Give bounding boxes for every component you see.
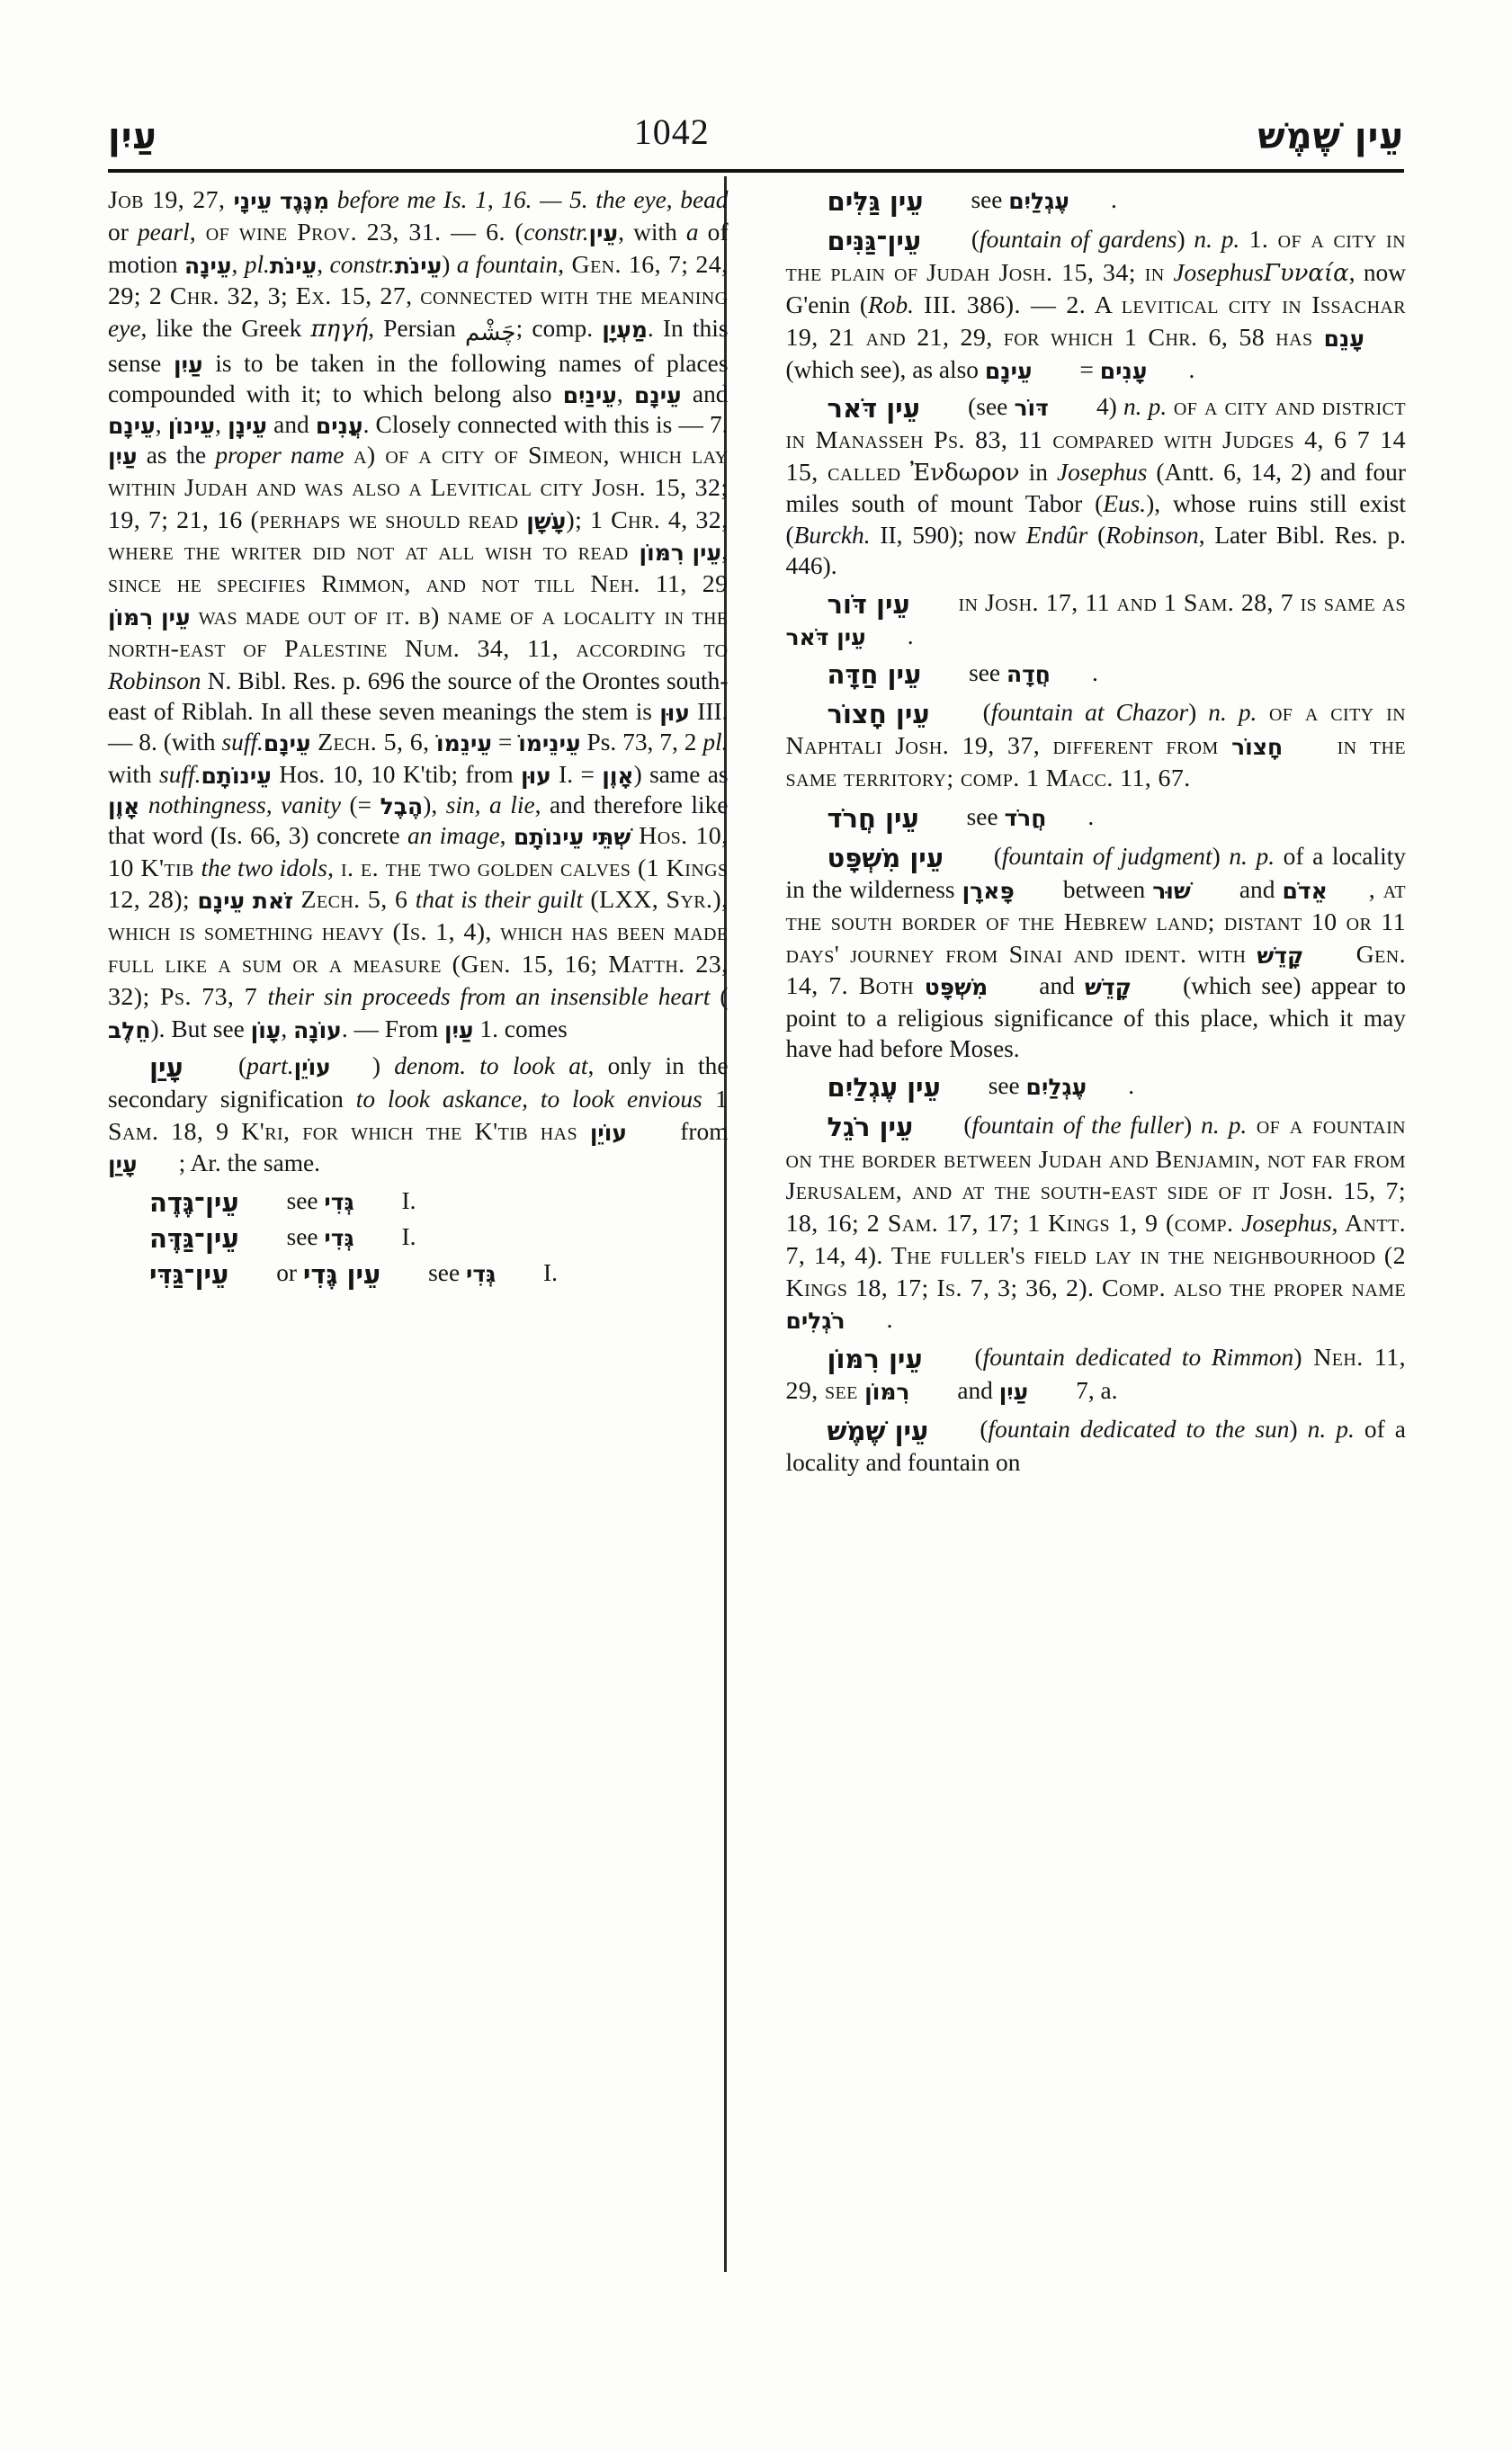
- see-label-6: see: [981, 1072, 1026, 1100]
- hebrew-ayin-2: עַיִן: [174, 351, 203, 378]
- period-5: .: [1087, 802, 1095, 830]
- text-chr-4-32: ); 1 Chr. 4, 32, where the writer did not at all wish to read: [108, 505, 729, 567]
- text-but-see: ). But see: [150, 1015, 251, 1042]
- entry-en-chaddah: [786, 657, 1407, 691]
- paren-close: ): [1176, 226, 1194, 254]
- entry-en-rimmon: [786, 1342, 1407, 1408]
- paren-open-6: (: [954, 1112, 972, 1140]
- hebrew-ayin-4: עַיִן: [443, 1016, 474, 1043]
- ref-ps-73-7: Ps. 73, 7, 2: [580, 728, 703, 756]
- text-manasseh-judges: of a city and district in Manasseh Ps. 83, 11 compared with Judges 4, 6 7 14 15, called: [785, 392, 1406, 487]
- conj-or-2: or: [270, 1258, 303, 1286]
- gloss-nothingness-vanity: nothingness, vanity: [148, 791, 342, 818]
- text-vol: II, 590); now: [870, 521, 1026, 549]
- hebrew-aven-2: אָוֶן: [108, 792, 140, 819]
- label-constr-2: constr.: [329, 250, 395, 278]
- hebrew-enam-2: עֵינָם: [108, 412, 156, 439]
- hebrew-enot-constr: עֵינֹת: [394, 252, 443, 279]
- paren-close-2: ): [371, 1051, 395, 1079]
- entry-en-gaddi-3: [108, 1257, 729, 1291]
- crossref-gedi-1: גְּדִי: [324, 1188, 354, 1215]
- punct-4: ,: [616, 380, 634, 407]
- text-a: a: [685, 218, 699, 246]
- text-7-a: 7, a.: [1069, 1376, 1118, 1404]
- hebrew-onah: עוֹנָה: [293, 1016, 342, 1043]
- text-with: , with: [618, 218, 686, 246]
- hebrew-shte-enotam: שְׁתֵּי עֵינוֹתָם: [513, 823, 631, 850]
- headword-en-charod: עֵין חֲרֹד: [827, 802, 919, 834]
- text-plain-of-judah: 1. of a city in the plain of Judah Josh. 15, 34; in: [785, 226, 1406, 288]
- paren-open-2: (: [224, 1051, 247, 1079]
- conj-or: or: [108, 218, 138, 246]
- hebrew-oyen-2: עוֹיֵן: [589, 1119, 627, 1146]
- text-south-border: , at the south border of the Hebrew land; distant 10 or 11 days' journey from Sinai and ident. with: [785, 875, 1406, 969]
- gloss-fountain-of-the-fuller: fountain of the fuller: [971, 1112, 1184, 1140]
- hebrew-enam: עֵינָם: [633, 381, 682, 408]
- text-like-greek: , like the Greek: [140, 315, 311, 343]
- text-secondary-signification: , only in the secondary signification: [108, 1051, 729, 1113]
- conj-and-5: and: [951, 1376, 999, 1404]
- crossref-paran: פָּארָן: [962, 877, 1015, 904]
- gloss-fountain-of-judgment: fountain of judgment: [1001, 842, 1212, 870]
- period-4: .: [1092, 658, 1098, 686]
- text-orontes-riblah: N. Bibl. Res. p. 696 the source of the Orontes south-east of Riblah. In all these seven meanings the stem is: [108, 666, 729, 725]
- hebrew-oyen: עוֹיֵן: [293, 1053, 331, 1080]
- entry-en-chatzor: [786, 697, 1407, 795]
- headword-en-gedah-1: עֵין־גֶּדֶה: [149, 1186, 239, 1218]
- hebrew-enayim: עֵינַיִם: [562, 381, 617, 408]
- text-from-2: from: [668, 1117, 729, 1145]
- gloss-two-idols: the two idols: [201, 854, 327, 881]
- headword-en-gaddi-3: עֵין־גַּדִּי: [149, 1258, 229, 1290]
- text-1-comes: 1. comes: [473, 1015, 568, 1042]
- equals-2: I. =: [550, 760, 603, 788]
- paren-open-5: (: [985, 842, 1002, 870]
- text-tabor: (Antt. 6, 14, 2) and four miles south of mount Tabor (: [785, 458, 1406, 518]
- gloss-before-me: before me Is. 1, 16. — 5.: [329, 186, 596, 213]
- see-label-3: see: [422, 1258, 466, 1286]
- hebrew-enan: עֵינָן: [228, 412, 268, 439]
- period-2: .: [1188, 355, 1195, 383]
- roman-1: I.: [395, 1186, 416, 1214]
- label-np-3: n. p.: [1208, 699, 1257, 727]
- gloss-fountain-dedicated-rimmon: fountain dedicated to Rimmon: [982, 1343, 1294, 1371]
- text-naphtali: of a city in Naphtali Josh. 19, 37, different from: [785, 699, 1406, 761]
- author-robinson: Robinson: [108, 666, 201, 694]
- headword-en-dor-alt: עֵין דֹּאר: [827, 392, 920, 424]
- paren-close-4: ): [1188, 699, 1209, 727]
- ref-hos-ktib: Hos. 10, 10 K'tib; from: [271, 760, 521, 788]
- see-label-5: see: [960, 802, 1005, 830]
- text-lxx-syr: (LXX, Syr.), which is something heavy (Is. 1, 4), which has been made full like a sum or a measure (Gen. 15, 16; Matth. 23, 32); Ps. 73, 7: [108, 886, 729, 1011]
- text-between: between: [1055, 875, 1153, 903]
- crossref-rimmon: רִמּוֹן: [864, 1378, 910, 1405]
- ref-zech-5-6: Zech. 5, 6: [293, 886, 416, 915]
- roman-3: I.: [537, 1258, 559, 1286]
- label-pl-2: pl.: [702, 728, 729, 756]
- conj-and-4: and: [1029, 972, 1085, 1000]
- punct-1: ,: [231, 250, 245, 278]
- see-label-1: see: [280, 1186, 325, 1214]
- crossref-chatzor: חָצוֹר: [1231, 734, 1284, 761]
- text-neh-see: ) Neh. 11, 29, see: [785, 1343, 1406, 1405]
- gloss-an-image: an image: [407, 821, 500, 849]
- text-now-genin: , now G'enin (: [785, 259, 1406, 318]
- punct-3: ): [442, 250, 457, 278]
- entry-en-dor: [786, 587, 1407, 651]
- paren-open-4: (: [971, 699, 991, 727]
- text-with-suff: III. — 8. (with: [108, 697, 729, 756]
- gloss-sin-a-lie: sin, a lie: [445, 791, 535, 818]
- text-later-bibl-res: , Later Bibl. Res. p. 446).: [785, 521, 1406, 579]
- hebrew-enemo-2: עֵינֵימוֹ: [518, 729, 581, 756]
- label-np-4: n. p.: [1229, 842, 1275, 870]
- running-head-left-hebrew: עַיִן: [108, 116, 158, 157]
- entry-en-rogel: [786, 1110, 1407, 1335]
- hebrew-en-rimmon-2: עֵין רִמּוֹן: [108, 604, 191, 630]
- entry-en-eglayim: [786, 1070, 1407, 1104]
- crossref-gedi-3: גְּדִי: [465, 1260, 497, 1287]
- equals: =: [1073, 355, 1100, 383]
- ref-job: Job 19, 27,: [108, 186, 234, 214]
- label-np-5: n. p.: [1201, 1112, 1248, 1140]
- crossref-anim: עָנִים: [1099, 357, 1148, 384]
- headword-en-gallim: עֵין גַּלִּים: [827, 186, 924, 217]
- see-label-4: see: [962, 658, 1007, 686]
- gloss-the-eye-bead: the eye, bead: [595, 186, 729, 213]
- period-7: .: [886, 1306, 893, 1334]
- crossref-eglayim: עֶגְלַיִם: [1008, 188, 1069, 214]
- crossref-eglayim-2: עֶגְלַיִם: [1025, 1074, 1087, 1101]
- hebrew-ayin-3: עַיִן: [108, 443, 138, 469]
- crossref-mishpat: מִשְׁפָּט: [924, 974, 989, 1001]
- headword-en-chatzor: עֵין חָצוֹר: [827, 699, 930, 730]
- crossref-ayin: עַיִן: [998, 1378, 1029, 1405]
- paren-close-6: ): [1183, 1112, 1202, 1140]
- label-pl: pl.: [244, 250, 270, 278]
- label-np-2: n. p.: [1123, 392, 1168, 420]
- paren-open: (: [710, 982, 729, 1010]
- text-of-motion: of motion: [108, 218, 729, 278]
- greek-pege: πηγή: [310, 316, 369, 344]
- gloss-their-guilt: that is their guilt: [415, 886, 584, 914]
- greek-endoron: Ἐνδωρον: [910, 459, 1020, 487]
- period: .: [1110, 186, 1117, 213]
- paren-open-3: (: [1087, 521, 1106, 549]
- author-rob: Rob.: [868, 291, 915, 318]
- gloss-pearl: pearl: [137, 218, 190, 246]
- header-rule: [108, 169, 1404, 173]
- headword-en-rimmon: עֵין רִמּוֹן: [827, 1343, 923, 1374]
- headword-en-shemesh: עֵין שֶׁמֶשׁ: [827, 1415, 929, 1446]
- equals-1: =: [491, 728, 519, 756]
- ref-zech: Zech. 5, 6,: [310, 728, 436, 756]
- hebrew-enemo: עֵינֵמוֹ: [435, 729, 492, 756]
- paren-close-8: ): [1289, 1415, 1308, 1443]
- gloss-fountain-dedicated-sun: fountain dedicated to the sun: [988, 1415, 1290, 1443]
- text-religious-significance: (which see) appear to point to a religious significance of this place, which it may have had before Moses.: [785, 972, 1406, 1063]
- crossref-kadesh-2: קָדֵשׁ: [1084, 974, 1132, 1001]
- placename-endur: Endûr: [1025, 521, 1088, 549]
- ref-1-sam-18-9: 1 Sam. 18, 9 K'ri, for which the K'tib has: [108, 1085, 729, 1146]
- punct-8: ,: [499, 821, 514, 849]
- gloss-fountain-at-chazor: fountain at Chazor: [990, 699, 1189, 727]
- entry-en-gannim: [786, 224, 1407, 385]
- text-fullers-field: , Antt. 7, 14, 4). The fuller's field lay in the neighbourhood (2 Kings 18, 17; Is. 7, 3; 36, 2). Comp. also the proper name: [785, 1210, 1407, 1302]
- headword-en-gedi-3b: עֵין גֶּדִי: [302, 1258, 381, 1290]
- hebrew-mineged-enai: מִנֶּגֶד עֵינָי: [233, 188, 330, 214]
- text-ruins: ), whose ruins still exist (: [785, 490, 1406, 549]
- entry-en-gaddah-2: [108, 1221, 729, 1255]
- ref-gen-14-7: Gen. 14, 7. Both: [785, 940, 1406, 1001]
- entry-en-gallim: [786, 184, 1407, 218]
- text-wilderness: of a locality in the wilderness: [785, 842, 1406, 903]
- entry-ayin-continuation: [108, 184, 729, 1044]
- roman-2: I.: [395, 1222, 416, 1250]
- punct-9: ,: [281, 1015, 294, 1042]
- hebrew-un-1: עוּן: [520, 762, 551, 789]
- column-container: [108, 184, 1406, 1478]
- author-josephus-2: Josephus: [1056, 458, 1148, 486]
- entry-en-shemesh: [786, 1414, 1407, 1478]
- headword-en-dor: עֵין דֹּור: [827, 588, 910, 620]
- hebrew-zot-enam: זֹאת עֵינָם: [197, 888, 294, 915]
- text-locality-fountain: of a locality and fountain on: [785, 1415, 1406, 1476]
- ref-hos-10-10: Hos. 10, 10 K'tib: [108, 821, 729, 882]
- label-np-6: n. p.: [1307, 1415, 1355, 1443]
- gloss-look-askance: to look askance, to look envious: [355, 1085, 702, 1113]
- label-suff-2: suff.: [159, 760, 201, 788]
- crossref-kadesh: קָדֵשׁ: [1257, 942, 1304, 969]
- ref-prov: , of wine Prov. 23, 31. — 6. (: [189, 218, 524, 246]
- hebrew-enotam: עֵינוֹתָם: [201, 762, 272, 789]
- hebrew-enot: עֵינֹת: [269, 252, 318, 279]
- text-as-the: as the: [137, 441, 216, 469]
- punct-2: ,: [317, 250, 330, 278]
- text-in-this-sense: . In this sense: [108, 315, 729, 377]
- headword-en-rogel: עֵין רֹגֵל: [827, 1112, 914, 1143]
- hebrew-maayan: מַעְיָן: [602, 317, 648, 344]
- entry-en-gedah-1: [108, 1185, 729, 1219]
- headword-en-chaddah: עֵין חַדָּה: [827, 658, 922, 690]
- label-proper-name: proper name: [215, 441, 344, 469]
- entry-en-mishpat: [786, 841, 1407, 1065]
- see-label-2: see: [280, 1222, 325, 1250]
- crossref-roglim: רֹגְלִים: [785, 1308, 845, 1335]
- hebrew-hevel: הֶבֶל: [380, 792, 424, 819]
- author-robinson-2: Robinson: [1105, 521, 1199, 549]
- crossref-enam: עֵינָם: [984, 357, 1033, 384]
- right-column: [752, 184, 1407, 1478]
- text-ar-the-same: ; Ar. the same.: [178, 1149, 321, 1177]
- page-number: 1042: [633, 112, 710, 152]
- paren-open: (: [962, 226, 980, 254]
- paren-open-8: (: [970, 1415, 989, 1443]
- gloss-denom-to-look-at: denom. to look at: [394, 1051, 588, 1079]
- headword-en-eglayim: עֵין עֶגְלַיִם: [827, 1072, 941, 1104]
- hebrew-anim: עֲנִים: [315, 412, 363, 439]
- space-1: [139, 791, 148, 818]
- hebrew-enah: עֵינָה: [184, 252, 232, 279]
- author-josephus: Josephus: [1173, 259, 1264, 287]
- punct-7: ),: [423, 791, 446, 818]
- greek-gunaia: Γυναία: [1263, 260, 1349, 288]
- text-golden-calves: , i. e. the two golden calves (1 Kings 12, 28);: [108, 854, 729, 915]
- arabic-chashm: چَشْم: [465, 319, 516, 347]
- hebrew-ayan: עָיַן: [108, 1151, 138, 1178]
- label-constr: constr.: [523, 218, 589, 246]
- text-following-names: is to be taken in the following names of places compounded with it; to which belong also: [108, 349, 729, 407]
- hebrew-enon: עֵינוֹן: [167, 412, 216, 439]
- refs-gen-chr-ex: , Gen. 16, 7; 24, 29; 2 Chr. 32, 3; Ex. 15, 27, connected with the meaning: [108, 250, 729, 311]
- conj-and-3: and: [1231, 875, 1283, 903]
- text-in: in: [1019, 458, 1057, 486]
- text-from: . — From: [341, 1015, 444, 1042]
- text-macc: in the same territory; comp. 1 Macc. 11, 67.: [785, 732, 1406, 792]
- crossref-shur: שׁוּר: [1152, 877, 1191, 904]
- entry-ayen-denominative: [108, 1051, 729, 1179]
- gloss-fountain-of-gardens: fountain of gardens: [980, 226, 1177, 254]
- paren-close-5: ): [1212, 842, 1230, 870]
- text-levitical-issachar: III. 386). — 2. A levitical city in Issachar 19, 21 and 21, 29, for which 1 Chr. 6, 58 has: [785, 291, 1406, 352]
- crossref-edom: אֵדֹם: [1282, 877, 1328, 904]
- text-comp: ; comp.: [515, 315, 603, 343]
- entry-en-charod: [786, 801, 1407, 835]
- text-locality-palestine: was made out of it. b) name of a locality in the north-east of Palestine Num. 34, 11, according to: [108, 602, 729, 663]
- crossref-charod: חֲרֹד: [1004, 804, 1047, 831]
- headword-ayen: עָיַן: [149, 1051, 183, 1083]
- label-part: part.: [246, 1051, 294, 1079]
- see-close: 4): [1089, 392, 1123, 420]
- text-city-of-simeon: a) of a city of Simeon, which lay within Judah and was also a Levitical city Josh. 15, 32; 19, 7; 21, 16 (perhaps we should read: [108, 441, 729, 534]
- hebrew-ashan: עָשָׁן: [526, 507, 567, 534]
- label-np: n. p.: [1194, 226, 1240, 254]
- author-josephus-3: Josephus: [1241, 1210, 1332, 1238]
- conj-and-2: and: [267, 410, 316, 438]
- gloss-eye: eye: [108, 315, 141, 343]
- punct-5: ,: [155, 410, 168, 438]
- left-column: [108, 184, 752, 1478]
- label-suff-1: suff.: [221, 728, 264, 756]
- text-with-2: with: [108, 760, 160, 788]
- crossref-chadah: חֲדָה: [1006, 660, 1051, 687]
- hebrew-en-constr: עֵין: [588, 219, 619, 246]
- hebrew-chelev: חֵלֶב: [108, 1016, 151, 1043]
- hebrew-en-rimmon: עֵין רִמּוֹן: [639, 540, 722, 567]
- text-persian: , Persian: [368, 315, 466, 343]
- author-burckh: Burckh.: [793, 521, 871, 549]
- crossref-anem: עָנֵם: [1323, 325, 1364, 352]
- headword-en-mishpat: עֵין מִשְׁפָּט: [827, 842, 944, 873]
- crossref-dor: דּוֹר: [1014, 394, 1049, 421]
- equals-3: (=: [341, 791, 380, 818]
- gloss-a-fountain: a fountain: [456, 250, 559, 278]
- hebrew-avon: עָוֹן: [250, 1016, 282, 1043]
- punct-6: ,: [215, 410, 228, 438]
- hebrew-aven: אָוֶן: [602, 762, 634, 789]
- headword-en-gaddah-2: עֵין־גַּדֶּה: [149, 1222, 239, 1254]
- entry-en-dor-alt: [786, 391, 1407, 581]
- headword-en-gannim: עֵין־גַּנִּים: [827, 226, 922, 257]
- hebrew-un-3: עוּן: [659, 699, 691, 726]
- text-same-as: ) same as: [633, 760, 729, 788]
- gloss-their-sin: their sin proceeds from an insensible heart: [267, 982, 711, 1010]
- crossref-en-dor-alt: עֵין דֹּאר: [785, 623, 866, 650]
- see-label: see: [964, 186, 1009, 213]
- conj-and-1: and: [681, 380, 729, 407]
- period-3: .: [907, 621, 914, 649]
- crossref-gedi-2: גְּדִי: [324, 1224, 354, 1251]
- text-concrete: , and therefore like that word (Is. 66, 3) concrete: [108, 791, 729, 849]
- paren-open-7: (: [963, 1343, 983, 1371]
- text-closely-connected: . Closely connected with this is — 7.: [362, 410, 729, 438]
- running-head: [108, 97, 1404, 155]
- see-open: (see: [961, 392, 1015, 420]
- text-josh-sam: in Josh. 17, 11 and 1 Sam. 28, 7 is same as: [951, 588, 1406, 617]
- running-head-right-hebrew: עֵין שֶׁמֶשׁ: [1257, 116, 1404, 157]
- author-eus: Eus.: [1103, 490, 1147, 518]
- text-neh-11-29: , since he specifies Rimmon, and not till Neh. 11, 29: [108, 538, 729, 599]
- hebrew-enam-suff: עֵינָם: [263, 729, 311, 756]
- text-which-see: (which see), as also: [785, 355, 985, 383]
- period-6: .: [1128, 1072, 1135, 1100]
- text-judah-benjamin: of a fountain on the border between Judah and Benjamin, not far from Jerusalem, and at the south-east side of it Josh. 15, 7; 18, 16; 2 Sam. 17, 17; 1 Kings 1, 9 (comp.: [785, 1112, 1406, 1238]
